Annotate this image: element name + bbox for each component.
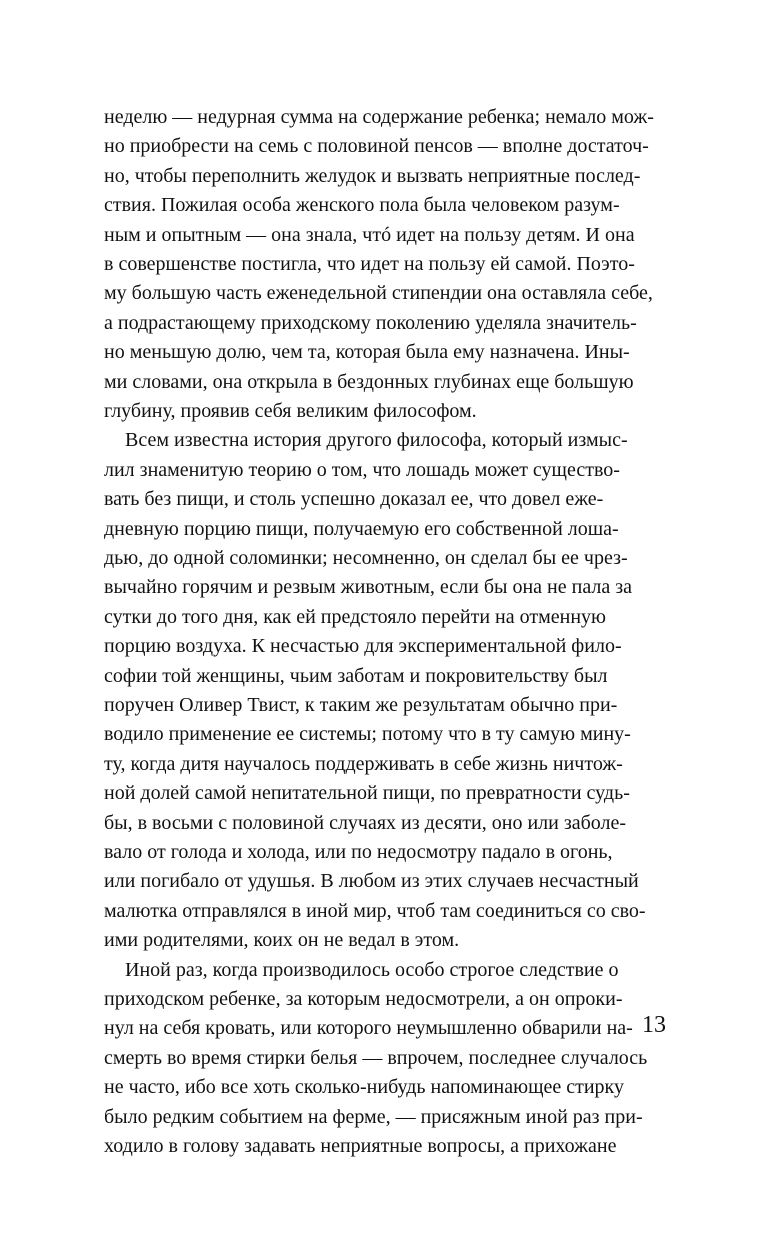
text-line: бы, в восьми с половиной случаях из десяти, оно или заболе- — [104, 811, 627, 834]
text-line: или погибало от удушья. В любом из этих случаев несчастный — [104, 870, 639, 893]
text-line: было редким событием на ферме, — присяжным иной раз при- — [104, 1105, 643, 1128]
text-line: ствия. Пожилая особа женского пола была человеком разум- — [104, 194, 620, 217]
text-line: а подрастающему приходскому поколению уделяла значитель- — [104, 311, 637, 334]
text-line: ной долей самой непитательной пищи, по превратности судь- — [104, 782, 630, 805]
text-line: вать без пищи, и столь успешно доказал ее, что довел еже- — [104, 488, 604, 511]
text-line: вало от голода и холода, или по недосмотру падало в огонь, — [104, 841, 613, 863]
text-line: малютка отправлялся в иной мир, чтоб там соединиться со сво- — [104, 899, 646, 922]
page-number: 13 — [642, 1012, 666, 1038]
text-line: но, чтобы переполнить желудок и вызвать неприятные послед- — [104, 164, 641, 187]
text-line: лил знаменитую теорию о том, что лошадь может существо- — [104, 458, 620, 481]
text-line: порцию воздуха. К несчастью для экспериментальной фило- — [104, 635, 622, 658]
text-line: приходском ребенке, за которым недосмотрели, а он опроки- — [104, 988, 623, 1010]
text-line: поручен Оливер Твист, к таким же результатам обычно при- — [104, 694, 618, 716]
text-line: неделю — недурная сумма на содержание ребенка; немало мож- — [104, 106, 654, 128]
text-line: ими родителями, коих он не ведал в этом. — [104, 929, 460, 952]
text-line: нул на себя кровать, или которого неумышленно обварили на- — [104, 1017, 633, 1040]
text-line: ми словами, она открыла в бездонных глубинах еще большую — [104, 370, 634, 393]
text-line: дью, до одной соломинки; несомненно, он сделал бы ее чрез- — [104, 547, 628, 569]
text-line: вычайно горячим и резвым животным, если бы она не пала за — [104, 576, 633, 599]
text-line: смерть во время стирки белья — впрочем, последнее случалось — [104, 1046, 648, 1069]
text-line: не часто, ибо все хоть сколько-нибудь напоминающее стирку — [104, 1076, 624, 1099]
text-line: в совершенстве постигла, что идет на пользу ей самой. Поэто- — [104, 253, 635, 275]
text-line: но меньшую долю, чем та, которая была ему назначена. Ины- — [104, 341, 630, 364]
text-line: ным и опытным — она знала, чтó идет на пользу детям. И она — [104, 223, 635, 246]
paragraph-first-line: Иной раз, когда производилось особо строгое следствие о — [125, 958, 619, 981]
text-line: софии той женщины, чьим заботам и покровительству был — [104, 664, 608, 687]
text-line: сутки до того дня, как ей предстояло перейти на отменную — [104, 605, 606, 628]
text-line: но приобрести на семь с половиной пенсов — вполне достаточ- — [104, 135, 649, 158]
text-line: дневную порцию пищи, получаемую его собственной лоша- — [104, 517, 619, 540]
text-line: му большую часть еженедельной стипендии она оставляла себе, — [104, 282, 653, 305]
text-line: ходило в голову задавать неприятные вопросы, а прихожане — [104, 1135, 617, 1157]
paragraph-first-line: Всем известна история другого философа, который измыс- — [125, 429, 628, 452]
text-line: водило применение ее системы; потому что в ту самую мину- — [104, 723, 631, 746]
text-line: глубину, проявив себя великим философом. — [104, 400, 477, 422]
text-line: ту, когда дитя научалось поддерживать в себе жизнь ничтож- — [104, 752, 623, 775]
